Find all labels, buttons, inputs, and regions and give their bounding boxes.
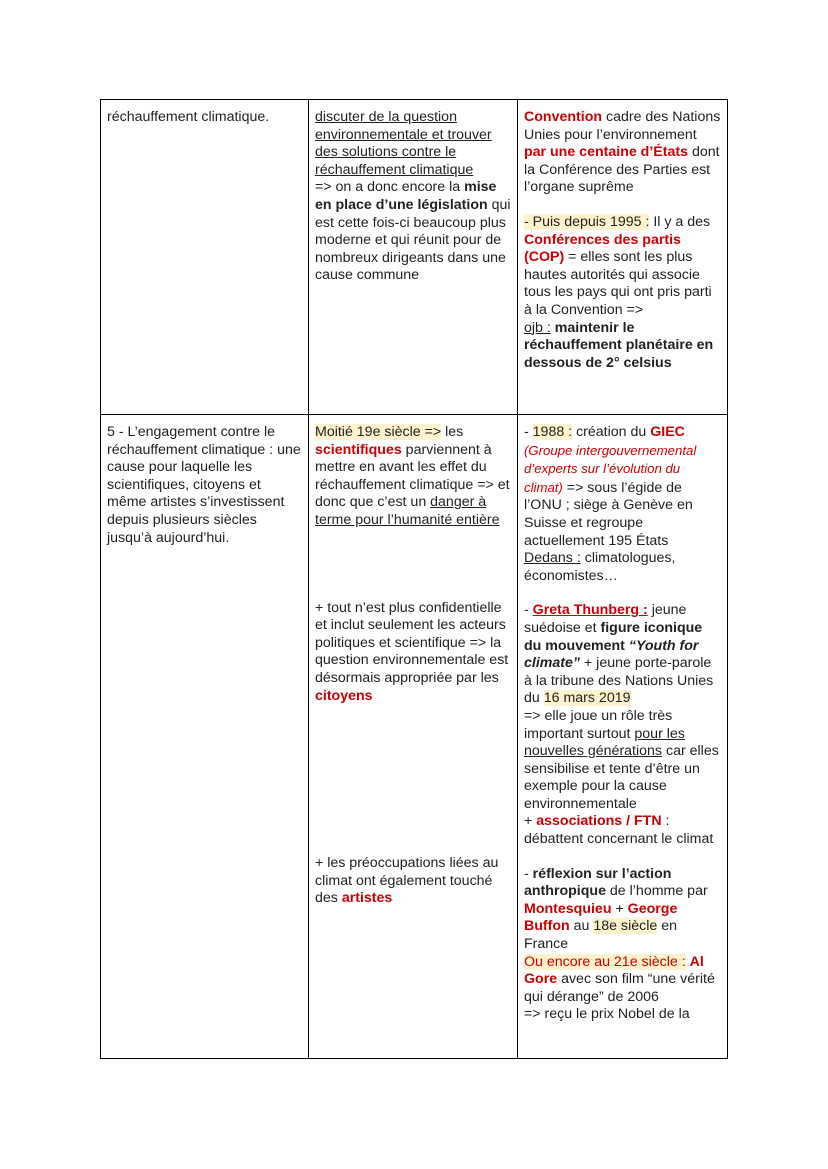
p3-highlight1: 18e siècle	[593, 918, 658, 935]
p2-text3: => elle joue un rôle très important surtout	[524, 707, 673, 742]
row2-col3-cell	[518, 415, 728, 1059]
row2-col1-cell	[101, 415, 309, 1059]
p1-italic: (Groupe intergouvernemental d’experts sur l’évolution du climat)	[524, 442, 697, 495]
row2-col2-text3: + tout n’est plus confidentielle et inclut seulement les acteurs politiques et scientifique => la question environnementale est désormais appropriée par les	[315, 599, 509, 686]
p2-text2: + jeune porte-parole à la tribune des Nations Unies du	[524, 655, 714, 707]
p1-text2: => sous l’égide de l’ONU ; siège à Genève en Suisse et regroupe actuellement 195 États	[524, 479, 693, 549]
p2-red-underlined: Greta Thunberg :	[532, 602, 648, 619]
row1-col3-red1: Convention	[524, 109, 603, 125]
p2-text1: jeune suédoise et	[524, 602, 687, 636]
row1-col3-text3: Il y a des	[649, 213, 711, 230]
p3-text4: au	[569, 918, 594, 935]
row2-col2-text4: + les préoccupations liées au climat ont également touché des	[315, 855, 499, 907]
row1-col2-text1: => on a donc encore la	[315, 179, 465, 196]
p3-text7: avec son film “une vérité qui dérange” de 2006	[524, 971, 715, 1005]
p1-text3: climatologues, économistes…	[524, 550, 676, 584]
p3-red2: George Buffon	[524, 900, 678, 935]
row2-col2-text2: parviennent à mettre en avant les effet du réchauffement climatique => et donc que c’est un	[315, 441, 510, 511]
p2-underlined: pour les nouvelles générations	[524, 725, 685, 760]
p3-bold: réflexion sur l’action anthropique	[524, 865, 672, 900]
p2-text4: car elles sensibilise et tente d’être un exemple pour la cause environnementale	[524, 743, 719, 812]
row2-col2-red2: citoyens	[315, 687, 373, 704]
p3-text2: de l’homme par	[605, 883, 708, 900]
p2-red: associations / FTN	[536, 813, 662, 830]
row1-col3-red2: par une centaine d’États	[524, 144, 688, 161]
row1-col2-underlined: discuter de la question environnementale et trouver des solutions contre le réchauffement climatique	[315, 109, 492, 178]
p1-red: GIEC	[650, 424, 685, 440]
row1-col3-red3: Conférences des partis (COP)	[524, 231, 681, 266]
table-row	[101, 100, 728, 415]
row1-col3-text2: dont la Conférence des Parties est l’organe suprême	[524, 144, 720, 196]
row1-col3-cell	[518, 100, 728, 415]
row1-col3-bold: maintenir le réchauffement planétaire en dessous de 2° celsius	[524, 319, 714, 371]
row1-col3-text1: cadre des Nations Unies pour l’environnement	[524, 109, 721, 143]
row2-col2-cell	[309, 415, 518, 1059]
p1-dash: -	[524, 424, 533, 440]
p1-text1: création du	[572, 424, 651, 440]
p2-text5: +	[524, 813, 537, 830]
p2-dash: -	[524, 602, 533, 619]
p2-text6: : débattent concernant le climat	[524, 813, 714, 848]
notes-table	[100, 99, 728, 1059]
row2-col2-red1: scientifiques	[315, 441, 402, 458]
row1-col1-text: réchauffement climatique.	[107, 109, 270, 125]
row1-col2-cell	[309, 100, 518, 415]
row2-col1-text: 5 - L’engagement contre le réchauffement climatique : une cause pour laquelle les scientifiques, citoyens et même artistes s’investissent depuis plusieurs siècles jusqu’à aujourd’hui.	[107, 424, 301, 546]
p3-text1: -	[524, 865, 533, 882]
table-row	[101, 415, 728, 1059]
p3-text5: en France	[524, 918, 677, 953]
row1-col2-text2: qui est cette fois-ci beaucoup plus moderne et qui réunit pour de nombreux dirigeants dans une cause commune	[315, 196, 511, 284]
p1-underlined: Dedans :	[524, 550, 581, 567]
row1-col3-highlight: - Puis depuis 1995 :	[524, 213, 650, 230]
p3-red3: Al Gore	[524, 953, 704, 988]
row2-col2-highlight: Moitié 19e siècle =>	[315, 424, 442, 440]
p3-highlight2: Ou encore au 21e siècle :	[524, 953, 686, 970]
p1-highlight: 1988 :	[532, 424, 573, 440]
row2-col2-underlined: danger à terme pour l’humanité entière	[315, 494, 500, 528]
p2-bold: figure iconique du mouvement	[524, 619, 703, 654]
row2-col2-text1: les	[441, 424, 464, 440]
p2-bold-italic: “Youth for climate”	[524, 637, 699, 672]
p3-text3: +	[611, 900, 628, 917]
row1-col2-bold: mise en place d’une législation	[315, 179, 497, 213]
p3-red1: Montesquieu	[524, 900, 612, 917]
row2-col2-red3: artistes	[341, 890, 393, 907]
p3-text8: => reçu le prix Nobel de la	[524, 1006, 690, 1023]
row1-col3-underlined: ojb :	[524, 319, 551, 336]
p2-highlight: 16 mars 2019	[543, 690, 631, 707]
row1-col1-cell	[101, 100, 309, 415]
row1-col3-text4: = elles sont les plus hautes autorités qui associe tous les pays qui ont pris parti à la Convention =>	[524, 249, 712, 318]
